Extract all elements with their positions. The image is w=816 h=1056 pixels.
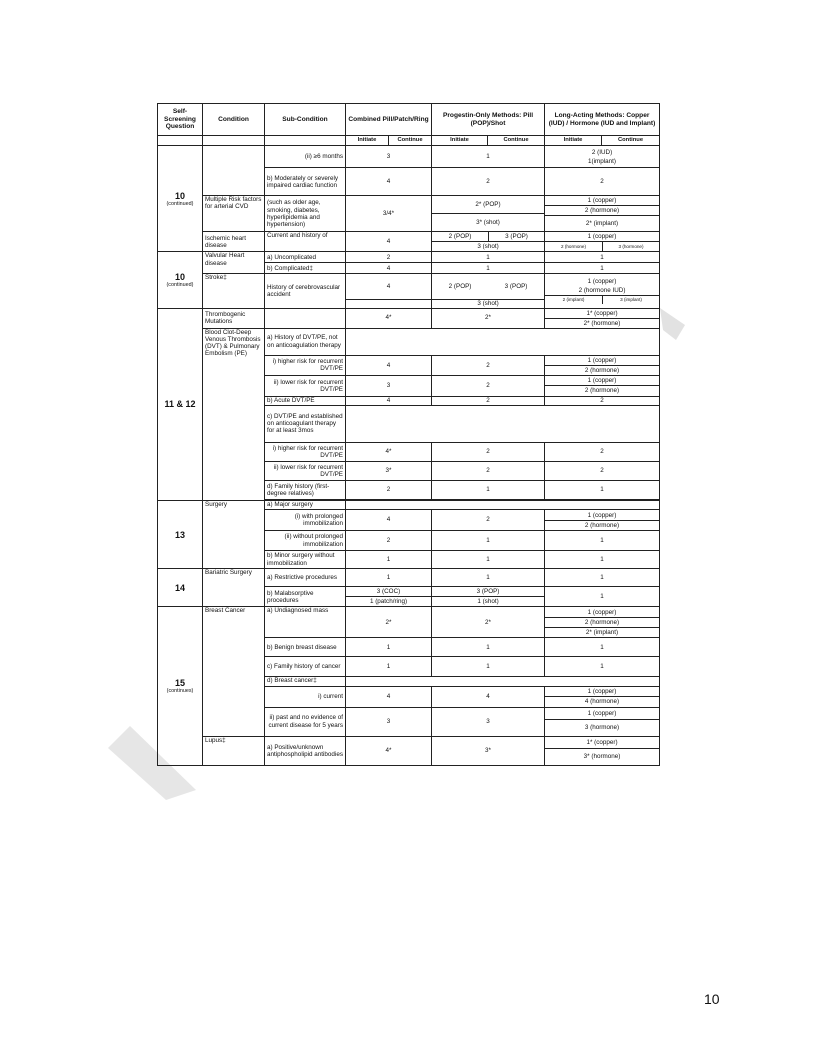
- progestin-value: 2: [432, 442, 545, 461]
- long-acting-value: 2 (hormone): [545, 520, 659, 530]
- table-row: [158, 328, 660, 355]
- long-acting-cell: [545, 274, 660, 308]
- long-acting-cell: [545, 375, 660, 396]
- condition: Valvular Heart disease: [203, 252, 265, 274]
- combined-value: 3: [346, 146, 432, 168]
- combined-value: 1: [346, 569, 432, 587]
- subcondition: d) Breast cancer‡: [265, 676, 346, 686]
- progestin-cell: [432, 274, 545, 308]
- long-acting-value: 2* (implant): [545, 627, 659, 637]
- progestin-value: 2: [432, 510, 545, 531]
- long-acting-cell: [545, 308, 660, 328]
- progestin-value: 1: [432, 481, 545, 500]
- progestin-value: 3* (shot): [432, 213, 544, 231]
- long-acting-cell: [545, 686, 660, 707]
- progestin-initiate: 2 (POP): [432, 232, 489, 241]
- subcondition: a) Restrictive procedures: [265, 569, 346, 587]
- long-acting-cell: [545, 510, 660, 531]
- question-number-cell: [158, 607, 203, 766]
- combined-value: 1: [346, 657, 432, 676]
- long-acting-cell: [545, 146, 660, 168]
- progestin-value: 1: [432, 551, 545, 569]
- subcondition: ii) lower risk for recurrent DVT/PE: [265, 461, 346, 480]
- progestin-value: 1: [432, 657, 545, 676]
- question-continues-note: (continues): [166, 688, 194, 695]
- long-acting-value: 2: [545, 461, 660, 480]
- question-number-cell: [158, 146, 203, 252]
- table-row: [158, 274, 660, 308]
- long-acting-cell: [545, 196, 660, 232]
- condition: Blood Clot-Deep Venous Thrombosis (DVT) & Pulmonary Embolism (PE): [203, 328, 265, 500]
- combined-value: 4: [346, 686, 432, 707]
- long-acting-cell: [545, 707, 660, 736]
- question-number: 13: [174, 529, 185, 540]
- long-acting-value: 1: [545, 657, 660, 676]
- long-acting-value: 2: [545, 442, 660, 461]
- combined-value: 2: [346, 252, 432, 263]
- condition: Thrombogenic Mutations: [203, 308, 265, 328]
- long-acting-value: 1 (copper): [587, 233, 617, 241]
- long-acting-value: 1* (copper): [586, 738, 618, 746]
- table-row: [158, 146, 660, 168]
- combined-value: 4: [386, 282, 391, 290]
- combined-value: 2: [346, 481, 432, 500]
- long-acting-value: 1: [545, 551, 660, 569]
- long-acting-value: 2: [545, 168, 660, 196]
- progestin-value: 2: [432, 461, 545, 480]
- long-acting-cell: [545, 232, 660, 252]
- combined-value: 1: [346, 638, 432, 657]
- progestin-cell: [432, 587, 545, 607]
- combined-value: 3: [346, 375, 432, 396]
- header-blank: [203, 136, 265, 146]
- long-acting-continue: 3 (hormone): [618, 244, 644, 250]
- question-number-cell: [158, 501, 203, 569]
- long-acting-value: 1: [545, 638, 660, 657]
- combined-value: 3/4*: [346, 196, 432, 232]
- contraception-eligibility-table: [157, 103, 660, 766]
- progestin-value: 2: [432, 168, 545, 196]
- subcondition: b) Benign breast disease: [265, 638, 346, 657]
- progestin-value: 1 (shot): [432, 596, 544, 606]
- question-number: 15: [174, 678, 185, 689]
- subcondition: b) Minor surgery without immobilization: [265, 551, 346, 569]
- long-acting-value: 4 (hormone): [545, 696, 659, 706]
- header-question: Self-Screening Question: [158, 104, 203, 136]
- header-initiate: Initiate: [346, 136, 389, 146]
- combined-value: 4*: [346, 736, 432, 765]
- long-acting-value: 1: [545, 263, 660, 274]
- subcondition: a) Uncomplicated: [265, 252, 346, 263]
- long-acting-value: 1* (copper): [586, 309, 618, 317]
- long-acting-value: 2: [545, 396, 660, 405]
- long-acting-value: 1 (copper): [587, 197, 617, 205]
- progestin-continue: 3 (POP): [504, 282, 528, 290]
- value-blank: [346, 676, 660, 686]
- progestin-cell: [432, 196, 545, 232]
- combined-value: 4*: [346, 442, 432, 461]
- long-acting-initiate: 2 (implant): [545, 296, 603, 304]
- progestin-value: 2*: [432, 308, 545, 328]
- long-acting-value: 3 (hormone): [545, 719, 659, 736]
- condition: Stroke‡: [203, 274, 265, 308]
- header-continue: Continue: [602, 136, 660, 146]
- long-acting-continue: 3 (implant): [620, 297, 642, 302]
- subcondition: ii) lower risk for recurrent DVT/PE: [265, 375, 346, 396]
- question-continued-note: (continued): [166, 200, 194, 207]
- subcondition: c) Family history of cancer: [265, 657, 346, 676]
- question-number: 10: [174, 271, 185, 282]
- value-blank: [346, 501, 660, 510]
- combined-value: 3: [346, 707, 432, 736]
- combined-value: 4: [346, 355, 432, 375]
- table-row: [158, 501, 660, 510]
- question-number-cell: [158, 308, 203, 501]
- long-acting-value: 1: [545, 531, 660, 551]
- question-number-cell: [158, 252, 203, 308]
- combined-value: 4: [346, 263, 432, 274]
- header-long-acting: Long-Acting Methods: Copper (IUD) / Hormone (IUD and Implant): [545, 104, 660, 136]
- header-subcondition: Sub-Condition: [265, 104, 346, 136]
- subcondition: a) Undiagnosed mass: [265, 607, 346, 638]
- progestin-value: 1: [432, 531, 545, 551]
- combined-value: 2*: [346, 607, 432, 638]
- condition: Surgery: [203, 501, 265, 569]
- progestin-value: 2: [432, 375, 545, 396]
- combined-value: 3 (COC): [376, 588, 401, 596]
- combined-value: 1: [346, 551, 432, 569]
- subcondition: (ii) ≥6 months: [265, 146, 346, 168]
- combined-value: 4: [346, 232, 432, 252]
- header-initiate: Initiate: [545, 136, 602, 146]
- progestin-value: 1: [432, 146, 545, 168]
- long-acting-value: 2 (hormone): [545, 385, 659, 395]
- long-acting-value: 2* (implant): [545, 215, 659, 231]
- long-acting-value: 1 (copper): [587, 511, 617, 519]
- long-acting-value: 1(implant): [588, 157, 617, 165]
- progestin-initiate: 2 (POP): [448, 282, 472, 290]
- long-acting-value: 1 (copper): [587, 377, 617, 385]
- long-acting-cell: [545, 607, 660, 638]
- condition-cell: [203, 146, 265, 196]
- long-acting-value: 1 (copper): [587, 608, 617, 616]
- subcondition: (i) with prolonged immobilization: [265, 510, 346, 531]
- progestin-value: 3*: [432, 736, 545, 765]
- long-acting-value: 2 (hormone): [545, 617, 659, 627]
- progestin-cell: [432, 232, 545, 252]
- progestin-value: 1: [432, 252, 545, 263]
- subcondition: a) Positive/unknown antiphospholipid antibodies: [265, 736, 346, 765]
- combined-value: 4: [346, 510, 432, 531]
- subcondition: (such as older age, smoking, diabetes, hyperlipidemia and hypertension): [265, 196, 346, 232]
- table-row: [158, 607, 660, 638]
- progestin-value: 1: [432, 638, 545, 657]
- combined-cell: [346, 587, 432, 607]
- progestin-value: 4: [432, 686, 545, 707]
- long-acting-value: 2 (hormone): [545, 205, 659, 215]
- long-acting-cell: [545, 736, 660, 765]
- header-continue: Continue: [488, 136, 545, 146]
- header-continue: Continue: [389, 136, 432, 146]
- subcondition: b) Acute DVT/PE: [265, 396, 346, 405]
- subcondition: i) current: [265, 686, 346, 707]
- combined-blank: [346, 299, 431, 308]
- subcondition: Current and history of: [265, 232, 346, 252]
- subcondition: i) higher risk for recurrent DVT/PE: [265, 355, 346, 375]
- subcondition: i) higher risk for recurrent DVT/PE: [265, 442, 346, 461]
- header-condition: Condition: [203, 104, 265, 136]
- long-acting-value: 1: [545, 252, 660, 263]
- header-progestin: Progestin-Only Methods: Pill (POP)/Shot: [432, 104, 545, 136]
- progestin-value: 2* (POP): [475, 201, 501, 209]
- question-number: 10: [174, 190, 185, 201]
- table-row: [158, 736, 660, 765]
- progestin-value: 3 (POP): [476, 588, 500, 596]
- long-acting-value: 1 (copper): [587, 356, 617, 364]
- condition: Bariatric Surgery: [203, 569, 265, 607]
- combined-cell: [346, 274, 432, 308]
- page-number: 10: [704, 991, 720, 1007]
- long-acting-value: 2* (hormone): [545, 318, 659, 328]
- progestin-value: 3 (shot): [432, 299, 544, 308]
- subcondition: a) Major surgery: [265, 501, 346, 510]
- condition: Ischemic heart disease: [203, 232, 265, 252]
- long-acting-value: 1 (copper): [587, 688, 617, 696]
- subcondition: History of cerebrovascular accident: [265, 274, 346, 308]
- subcondition: b) Malabsorptive procedures: [265, 587, 346, 607]
- header-combined: Combined Pill/Patch/Ring: [346, 104, 432, 136]
- long-acting-value: 1: [545, 587, 660, 607]
- long-acting-value: 1: [545, 481, 660, 500]
- table-row: [158, 308, 660, 328]
- header-initiate: Initiate: [432, 136, 488, 146]
- combined-value: 2: [346, 531, 432, 551]
- table-row: [158, 252, 660, 263]
- progestin-value: 1: [432, 263, 545, 274]
- condition: Lupus‡: [203, 736, 265, 765]
- subcondition: b) Moderately or severely impaired cardiac function: [265, 168, 346, 196]
- table-row: [158, 569, 660, 587]
- subcondition: (ii) without prolonged immobilization: [265, 531, 346, 551]
- question-number: 14: [174, 582, 185, 593]
- long-acting-value: 2 (hormone): [545, 365, 659, 375]
- combined-value: 4*: [346, 308, 432, 328]
- question-continued-note: (continued): [166, 282, 194, 289]
- progestin-value: 2: [432, 355, 545, 375]
- combined-value: 1 (patch/ring): [346, 596, 431, 606]
- header-blank: [158, 136, 203, 146]
- subcondition: ii) past and no evidence of current disease for 5 years: [265, 707, 346, 736]
- watermark-bracket-right: [660, 308, 685, 340]
- long-acting-value: 3* (hormone): [545, 748, 659, 765]
- long-acting-value: 1 (copper): [587, 278, 617, 285]
- progestin-value: 2: [432, 396, 545, 405]
- combined-value: 3*: [346, 461, 432, 480]
- table-row: [158, 196, 660, 232]
- subcondition: d) Family history (first-degree relatives): [265, 481, 346, 500]
- long-acting-value: 2 (IUD): [591, 148, 613, 156]
- long-acting-value: 1: [545, 569, 660, 587]
- progestin-continue: 3 (POP): [505, 233, 528, 241]
- subcondition: a) History of DVT/PE, not on anticoagulation therapy: [265, 328, 346, 355]
- table-row: [158, 232, 660, 252]
- long-acting-initiate: 2 (hormone): [545, 242, 603, 251]
- progestin-value: 3: [432, 707, 545, 736]
- subcondition-blank: [265, 308, 346, 328]
- value-blank: [346, 328, 660, 355]
- condition: Breast Cancer: [203, 607, 265, 736]
- progestin-value: 1: [432, 569, 545, 587]
- subcondition: c) DVT/PE and established on anticoagulant therapy for at least 3mos: [265, 405, 346, 442]
- long-acting-value: 1 (copper): [587, 709, 617, 717]
- combined-value: 4: [346, 396, 432, 405]
- progestin-value: 2*: [432, 607, 545, 638]
- progestin-value: 3 (shot): [432, 241, 544, 251]
- condition: Multiple Risk factors for arterial CVD: [203, 196, 265, 232]
- question-number: 11 & 12: [164, 399, 196, 410]
- long-acting-cell: [545, 355, 660, 375]
- long-acting-value: 2 (hormone IUD): [578, 287, 626, 294]
- header-blank: [265, 136, 346, 146]
- combined-value: 4: [346, 168, 432, 196]
- value-blank: [346, 405, 660, 442]
- subcondition: b) Complicated‡: [265, 263, 346, 274]
- question-number-cell: [158, 569, 203, 607]
